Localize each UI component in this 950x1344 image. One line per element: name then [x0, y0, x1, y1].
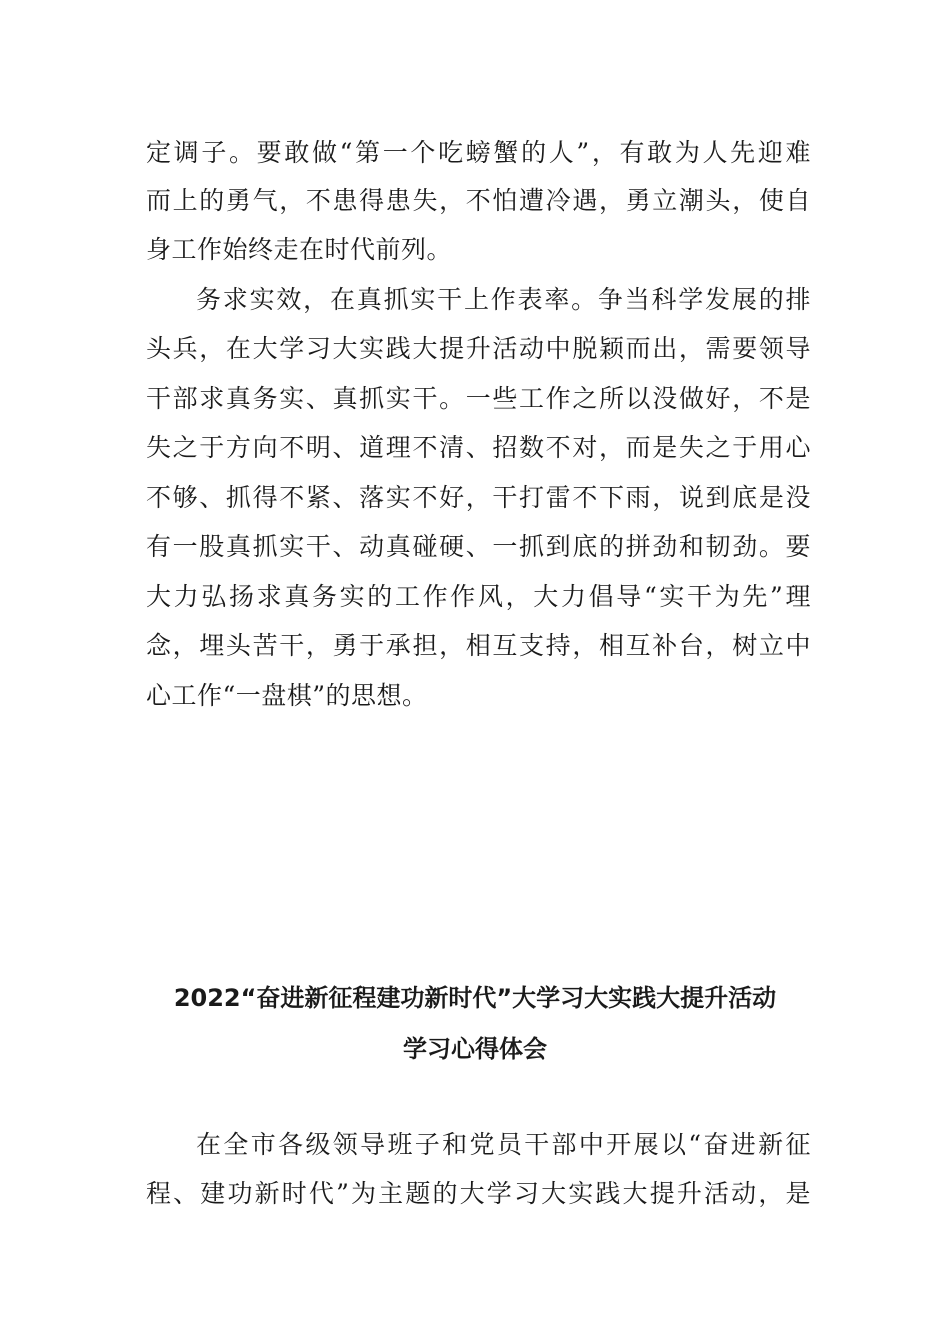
paragraph-line: 身工作始终走在时代前列。: [146, 235, 453, 264]
paragraph-line: 有一股真抓实干、动真碰硬、一抓到底的拼劲和韧劲。要: [146, 532, 811, 561]
document-title-line2: 学习心得体会: [403, 1035, 547, 1063]
paragraph-line: 头兵，在大学习大实践大提升活动中脱颖而出，需要领导: [146, 334, 811, 363]
paragraph-line: 务求实效，在真抓实干上作表率。争当科学发展的排: [196, 285, 811, 314]
paragraph-line: 程、建功新时代”为主题的大学习大实践大提升活动，是: [146, 1179, 811, 1208]
document-title: 2022“奋进新征程建功新时代”大学习大实践大提升活动: [173, 984, 777, 1012]
paragraph-line: 在全市各级领导班子和党员干部中开展以“奋进新征: [196, 1130, 811, 1159]
paragraph-line: 干部求真务实、真抓实干。一些工作之所以没做好，不是: [146, 384, 811, 413]
paragraph-line: 失之于方向不明、道理不清、招数不对，而是失之于用心: [146, 433, 811, 462]
paragraph-line: 而上的勇气，不患得患失，不怕遭冷遇，勇立潮头，使自: [146, 186, 811, 215]
paragraph-line: 不够、抓得不紧、落实不好，干打雷不下雨，说到底是没: [146, 483, 811, 512]
paragraph-line: 大力弘扬求真务实的工作作风，大力倡导“实干为先”理: [146, 582, 811, 611]
paragraph-line: 念，埋头苦干，勇于承担，相互支持，相互补台，树立中: [146, 631, 811, 660]
paragraph-line: 定调子。要敢做“第一个吃螃蟹的人”，有敢为人先迎难: [146, 138, 811, 167]
paragraph-line: 心工作“一盘棋”的思想。: [146, 681, 428, 710]
